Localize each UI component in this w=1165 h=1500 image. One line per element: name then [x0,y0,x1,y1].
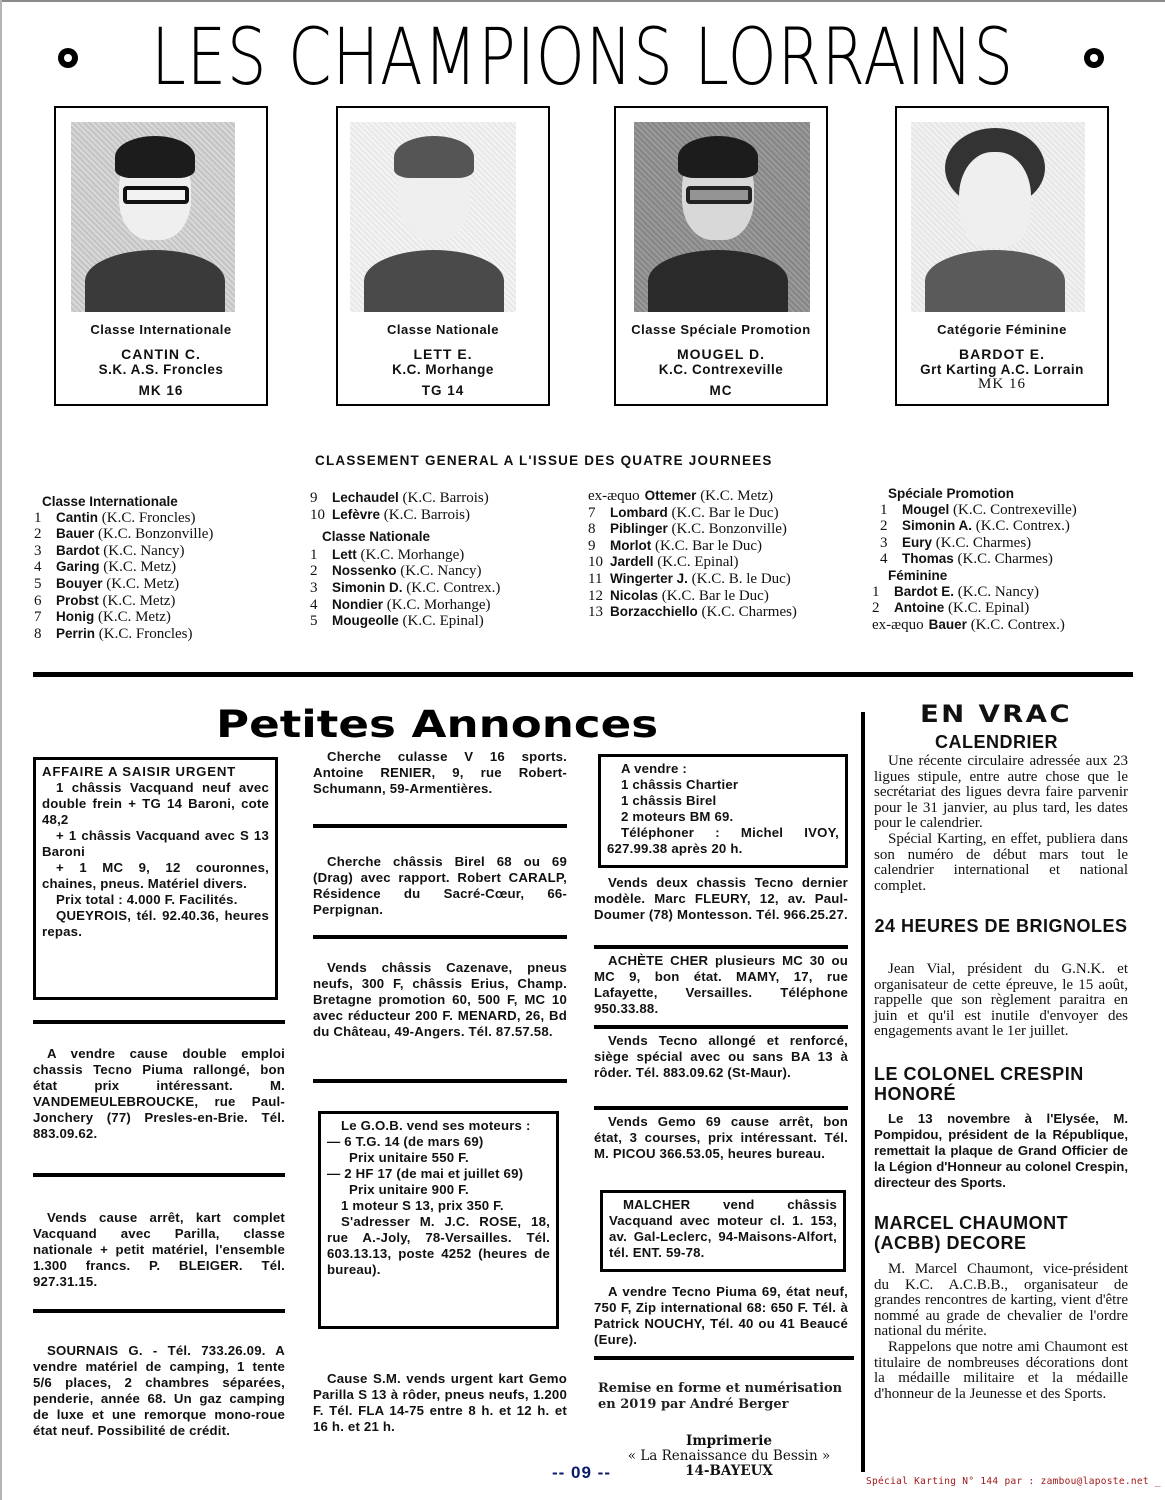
photo-shape [686,186,752,204]
ad-text: 2 moteurs BM 69. [621,809,734,824]
ad-text: + 1 châssis Vacquand avec S 13 Baroni [42,828,269,859]
section-title: EN VRAC [920,700,1072,728]
article-paragraph: M. Marcel Chaumont, vice-président du K.C. A.C.B.B., organisateur de grandes rencontres de karting, vient d'être nommé au grade de chevalier de l'ordre national du mérite. [874,1261,1128,1340]
ranking-driver: Lefèvre [332,506,381,522]
page-border [0,0,2,1500]
footer-credit: Spécial Karting N° 144 par : zambou@laposte.net _ [866,1476,1161,1487]
ranking-row [34,609,213,626]
column-divider [861,712,865,1472]
ranking-club: (K.C. Morhange) [386,596,491,613]
article-heading: LE COLONEL CRESPIN HONORÉ [874,1064,1084,1104]
ranking-position: 1 [872,583,880,600]
champion-category: Classe Internationale [90,322,232,337]
ranking-row [588,521,797,538]
ranking-driver: Cantin [56,509,98,525]
champion-photo [350,122,516,312]
ranking-position: 10 [588,554,603,571]
article-paragraph: Rappelons que notre ami Chaumont est titulaire de nombreuses décorations dont la médaille militaire et la médaille d'honneur de la Jeunesse et des Sports. [874,1338,1128,1402]
ad-text: Vends cause arrêt, kart complet Vacquand avec Parilla, classe nationale + petit matériel, l'ensemble 1.300 francs. P. BLEIGER. Tél. 927.31.15. [33,1210,285,1289]
printer-label: Imprimerie [686,1433,772,1449]
ad-text: MALCHER vend châssis Vacquand avec moteur cl. 1. 153, av. Gal-Leclerc, 94-Maisons-Alfort, tél. ENT. 59-78. [609,1197,837,1260]
page-title: LES CHAMPIONS LORRAINS [151,13,1014,103]
ranking-header: Classe Internationale [42,494,178,509]
article-paragraph: Une récente circulaire adressée aux 23 ligues stipule, entre autre chose que le secrétariat des ligues devra faire parvenir pour le 31 janvier, au plus tard, les dates pour le calendrier. [874,753,1128,832]
classified-ad [600,1190,846,1272]
ranking-row [588,488,797,505]
ad-text: Téléphoner : Michel IVOY, 627.99.38 après 20 h. [607,825,839,856]
ranking-row [34,543,213,560]
champion-club: Grt Karting A.C. Lorrain [920,362,1084,377]
ranking-driver: Bouyer [56,575,103,591]
ad-divider [33,1309,285,1313]
ranking-row [310,563,500,580]
ad-divider [313,824,567,828]
ranking-row [880,551,1077,568]
photo-shape [394,136,474,178]
section-divider [33,672,1133,677]
ad-text: Cause S.M. vends urgent kart Gemo Parilla S 13 à rôder, pneus neufs, 1.200 F. Tél. FLA 14-75 entre 8 h. et 12 h. et 16 h. et 21 h. [313,1371,567,1434]
ranking-row [588,538,797,555]
ranking-position: 4 [880,551,888,568]
printer-name: « La Renaissance du Bessin » [627,1448,831,1464]
ad-text: AFFAIRE A SAISIR URGENT [42,764,236,779]
ranking-driver: Thomas [902,551,954,567]
ranking-driver: Jardell [610,554,654,570]
ranking-club: (K.C. Charmes) [701,604,797,621]
ranking-row [588,588,797,605]
ranking-list [34,510,213,643]
ad-text: Cherche culasse V 16 sports. Antoine RENIER, 9, rue Robert-Schumann, 59-Armentières. [313,749,567,796]
champion-photo [634,122,810,312]
classified-ad [33,1343,285,1439]
article-body [874,962,1128,1040]
photo-shape [123,186,189,204]
printer-info [598,1434,860,1479]
ad-text: — 2 HF 17 (de mai et juillet 69) [327,1166,524,1181]
ranking-position: 2 [310,563,318,580]
ranking-position: 3 [880,534,888,551]
page-border [0,0,1165,2]
champion-name: LETT E. [413,346,473,362]
ad-text: 1 châssis Birel [621,793,717,808]
ranking-driver: Nondier [332,596,384,612]
ranking-row [34,576,213,593]
ranking-header: Féminine [888,567,948,583]
ranking-position: 1 [34,509,42,526]
bullet-icon [1084,48,1104,68]
article-paragraph: Le 13 novembre à l'Elysée, M. Pompidou, président de la République, remettait la plaque de Grand Officier de la Légion d'Honneur au colonel Crespin, directeur des Sports. [874,1111,1128,1190]
ranking-row [34,510,213,527]
classified-ad [594,1033,848,1081]
ranking-club: (K.C. Metz) [106,575,180,592]
ad-divider [313,1079,567,1083]
ranking-position: 5 [34,575,42,592]
article-heading: MARCEL CHAUMONT (ACBB) DECORE [874,1213,1069,1253]
ranking-position: 5 [310,613,318,630]
ranking-position: 7 [588,504,596,521]
champion-card [895,106,1109,406]
ad-text: Vends Tecno allongé et renforcé, siège spécial avec ou sans BA 13 à rôder. Tél. 883.09.62 (St-Maur). [594,1033,848,1080]
classified-ad [594,875,848,923]
ad-text: 1 châssis Chartier [621,777,739,792]
ad-text: ACHÈTE CHER plusieurs MC 30 ou MC 9, bon état. MAMY, 17, rue Lafayette, Versailles. Téléphone 950.33.88. [594,953,848,1016]
ranking-driver: Simonin A. [902,518,972,534]
ad-text: Cherche châssis Birel 68 ou 69 (Drag) avec rapport. Robert CARALP, Résidence du Sacré-Cœur, 66-Perpignan. [313,854,567,917]
ranking-driver: Lett [332,546,357,562]
ranking-header: Classe Nationale [322,529,431,545]
page-number: -- 09 -- [552,1463,611,1482]
photo-shape [364,250,504,312]
ranking-driver: Honig [56,609,95,625]
ranking-position: 2 [872,600,880,617]
ranking-list [872,584,1077,634]
ranking-row [872,584,1077,601]
champion-category: Classe Nationale [386,322,500,337]
ranking-driver: Nossenko [332,563,397,579]
ad-divider [594,1356,854,1360]
ranking-club: (K.C. Barrois) [383,506,471,523]
ranking-row [310,613,500,630]
classified-ad [33,1046,285,1142]
champion-name: MOUGEL D. [676,346,766,362]
ranking-driver: Bardot E. [894,583,955,599]
ranking-driver: Perrin [56,625,96,641]
ranking-club: (K.C. Epinal) [402,613,484,630]
ranking-driver: Piblinger [610,521,668,537]
ranking-position: 7 [34,609,42,626]
photo-shape [678,136,758,178]
champion-club: S.K. A.S. Froncles [98,362,224,377]
ranking-club: (K.C. Bonzonville) [98,526,214,543]
ranking-row [872,617,1077,634]
ranking-position: 3 [310,579,318,596]
ranking-driver: Probst [56,592,99,608]
ad-text: A vendre : [621,761,687,776]
ad-text: 1 moteur S 13, prix 350 F. [341,1198,504,1213]
ranking-position: 1 [310,546,318,563]
ranking-row [588,571,797,588]
ranking-position: ex-æquo [588,488,640,504]
ranking-row [880,502,1077,519]
photo-shape [959,152,1031,248]
ranking-position: 4 [34,559,42,576]
ranking-club: (K.C. Nancy) [400,563,482,580]
digitization-credit: Remise en forme et numérisation en 2019 par André Berger [598,1381,843,1412]
classified-ad [33,757,278,1000]
ranking-club: (K.C. Barrois) [402,490,489,506]
ranking-driver: Mougel [902,501,950,517]
bullet-icon [58,48,78,68]
classified-ad [594,953,848,1017]
ranking-position: 3 [34,542,42,559]
article-body [874,1111,1128,1191]
champion-name: CANTIN C. [121,346,201,362]
article-body [874,754,1128,894]
champion-category: Classe Spéciale Promotion [631,322,811,337]
ranking-driver: Lechaudel [332,490,399,505]
champion-photo [911,122,1085,312]
article-heading: 24 HEURES DE BRIGNOLES [874,916,1128,936]
article-paragraph: Jean Vial, président du G.N.K. et organisateur de cette épreuve, le 15 août, rappelle que son règlement paraitra en juin et qu'il est inutile d'envoyer des engagements avant le 1er juillet. [874,961,1128,1040]
ad-divider [313,935,567,939]
ranking-driver: Eury [902,534,933,550]
ranking-row [310,580,500,597]
classified-ad [313,1371,567,1435]
ranking-row [34,626,213,643]
ad-text: QUEYROIS, tél. 92.40.36, heures repas. [42,908,269,939]
ranking-driver: Antoine [894,600,945,616]
ranking-driver: Nicolas [610,587,659,603]
ad-text: Prix total : 4.000 F. Facilités. [56,892,238,907]
champion-card [54,106,268,406]
ranking-position: 11 [588,570,603,587]
champion-card [614,106,828,406]
ranking-position: 9 [588,537,596,554]
ranking-header: Spéciale Promotion [888,486,1015,501]
ranking-club: (K.C. Epinal) [657,554,739,571]
champion-engine: MK 16 [978,376,1026,392]
ranking-position: 2 [880,518,888,535]
ranking-driver: Bauer [56,526,95,542]
ranking-club: (K.C. Froncles) [101,509,196,526]
ranking-position: 1 [880,501,888,518]
ranking-club: (K.C. Metz) [98,609,171,626]
ranking-club: (K.C. Contrex.) [970,616,1065,633]
ranking-club: (K.C. Metz) [103,559,177,576]
ad-text: Prix unitaire 900 F. [349,1182,469,1197]
ranking-club: (K.C. Contrex.) [406,579,501,596]
ranking-internationale [34,494,213,642]
ranking-driver: Wingerter J. [610,570,688,586]
photo-shape [925,250,1065,312]
photo-shape [85,250,225,312]
ad-text: SOURNAIS G. - Tél. 733.26.09. A vendre matériel de camping, 1 tente 5/6 places, 2 chambres séparées, penderie, année 68. Un gaz camping de luxe et une remorque mono-roue état neuf. Possibilité de crédit. [33,1343,285,1438]
ad-divider [594,945,848,949]
ad-text: A vendre Tecno Piuma 69, état neuf, 750 F, Zip international 68: 650 F. Tél. à Patrick NOUCHY, Tél. 40 ou 41 Beaucé (Eure). [594,1284,848,1347]
ranking-nationale-cont [588,488,797,621]
photo-shape [115,136,195,178]
ad-divider [594,1106,848,1110]
champion-engine: TG 14 [421,383,465,398]
ranking-row [34,526,213,543]
ranking-position: 8 [588,521,596,538]
classement-title: CLASSEMENT GENERAL A L'ISSUE DES QUATRE JOURNEES [315,453,773,468]
ranking-row [588,604,797,621]
ranking-position: 6 [34,592,42,609]
ranking-club: (K.C. Epinal) [948,600,1030,617]
ranking-club: (K.C. Charmes) [935,534,1032,551]
ad-text: Prix unitaire 550 F. [349,1150,469,1165]
ranking-row [880,535,1077,552]
ranking-club: (K.C. B. le Duc) [691,570,791,587]
ad-text: Le G.O.B. vend ses moteurs : [341,1118,531,1133]
classified-ad [33,1210,285,1290]
classified-ad [313,960,567,1040]
ad-text: S'adresser M. J.C. ROSE, 18, rue A.-Joly, 78-Versailles. Tél. 603.13.13, poste 4252 (heures de bureau). [327,1214,550,1277]
champion-engine: MC [709,383,733,398]
ranking-position: 4 [310,596,318,613]
classified-ad [313,854,567,918]
ranking-club: (K.C. Morhange) [360,546,465,563]
ranking-row [310,597,500,614]
classified-ad [598,754,848,868]
ad-divider [33,1173,285,1177]
ranking-position: ex-æquo [872,616,924,633]
ranking-position: 12 [588,587,603,604]
ranking-club: (K.C. Metz) [700,488,774,504]
ranking-driver: Simonin D. [332,579,403,595]
ranking-club: (K.C. Bar le Duc) [661,587,769,604]
classified-ad [594,1284,848,1348]
ranking-club: (K.C. Charmes) [957,551,1053,568]
ranking-club: (K.C. Nancy) [103,542,185,559]
champion-photo [71,122,235,312]
ranking-row [872,600,1077,617]
ranking-row [310,547,500,564]
ranking-position: 8 [34,625,42,642]
ranking-row [34,593,213,610]
ad-text: A vendre cause double emploi chassis Tecno Piuma rallongé, bon état prix intéressant. M. VANDEMEULEBROUCKE, rue Paul-Jonchery (77) Presles-en-Brie. Tél. 883.09.62. [33,1046,285,1141]
ranking-driver: Bardot [56,542,100,558]
ranking-promotion [872,486,1077,633]
champion-name: BARDOT E. [959,346,1045,362]
champion-category: Catégorie Féminine [937,322,1067,337]
ranking-list [310,490,500,523]
ranking-driver: Garing [56,559,100,575]
ranking-position: 13 [588,604,603,621]
classified-ad [318,1111,559,1329]
ad-text: Vends deux chassis Tecno dernier modèle. Marc FLEURY, 12, av. Paul-Doumer (78) Montesson. Tél. 966.25.27. [594,875,848,922]
ranking-driver: Borzacchiello [610,604,698,620]
ad-text: + 1 MC 9, 12 couronnes, chaines, pneus. Matériel divers. [42,860,269,891]
ranking-row [34,559,213,576]
ranking-position: 2 [34,526,42,543]
champion-card [336,106,550,406]
ranking-position: 10 [310,506,325,523]
ranking-club: (K.C. Metz) [102,592,176,609]
champion-club: K.C. Morhange [392,362,494,377]
ad-text: — 6 T.G. 14 (de mars 69) [327,1134,484,1149]
ranking-row [588,554,797,571]
ranking-driver: Lombard [610,504,668,520]
ranking-row [310,490,500,507]
ranking-club: (K.C. Contrex.) [975,518,1070,535]
classified-ad [594,1114,848,1162]
ranking-list [310,547,500,630]
ad-divider [594,1025,848,1029]
classified-ad [313,749,567,797]
ranking-list [880,502,1077,568]
ranking-row [310,507,500,524]
ranking-driver: Mougeolle [332,613,399,629]
ad-text: Vends châssis Cazenave, pneus neufs, 300 F, châssis Erius, Champ. Bretagne promotion 60, 500 F, MC 10 avec réducteur 200 F. MENARD, 26, Bd du Château, 49-Angers. Tél. 87.57.58. [313,960,567,1039]
ad-text: 1 châssis Vacquand neuf avec double frein + TG 14 Baroni, cote 48,2 [42,780,269,827]
ranking-row [880,518,1077,535]
ranking-driver: Morlot [610,537,652,553]
ad-divider [33,1020,285,1024]
section-title: Petites Annonces [216,703,659,746]
ranking-club: (K.C. Bonzonville) [671,521,787,538]
ranking-club: (K.C. Bar le Duc) [671,504,779,521]
article-heading: CALENDRIER [935,732,1059,752]
ranking-driver: Bauer [928,616,967,632]
printer-city: 14-BAYEUX [685,1463,773,1479]
ad-text: Vends Gemo 69 cause arrêt, bon état, 3 courses, prix intéressant. Tél. M. PICOU 366.53.05, heures bureau. [594,1114,848,1161]
ranking-club: (K.C. Contrexeville) [953,501,1077,518]
ranking-position: 9 [310,490,318,506]
article-body [874,1262,1128,1402]
ranking-list [588,488,797,621]
ranking-club: (K.C. Nancy) [957,583,1039,600]
ranking-club: (K.C. Bar le Duc) [655,537,763,554]
ranking-internationale-cont [310,490,500,630]
ranking-driver: Ottemer [644,488,697,503]
article-paragraph: Spécial Karting, en effet, publiera dans son numéro de début mars tout le calendrier international et national complet. [874,830,1128,894]
champion-engine: MK 16 [138,383,184,398]
photo-shape [648,250,788,312]
ranking-club: (K.C. Froncles) [98,625,193,642]
champion-club: K.C. Contrexeville [658,362,784,377]
ranking-row [588,505,797,522]
